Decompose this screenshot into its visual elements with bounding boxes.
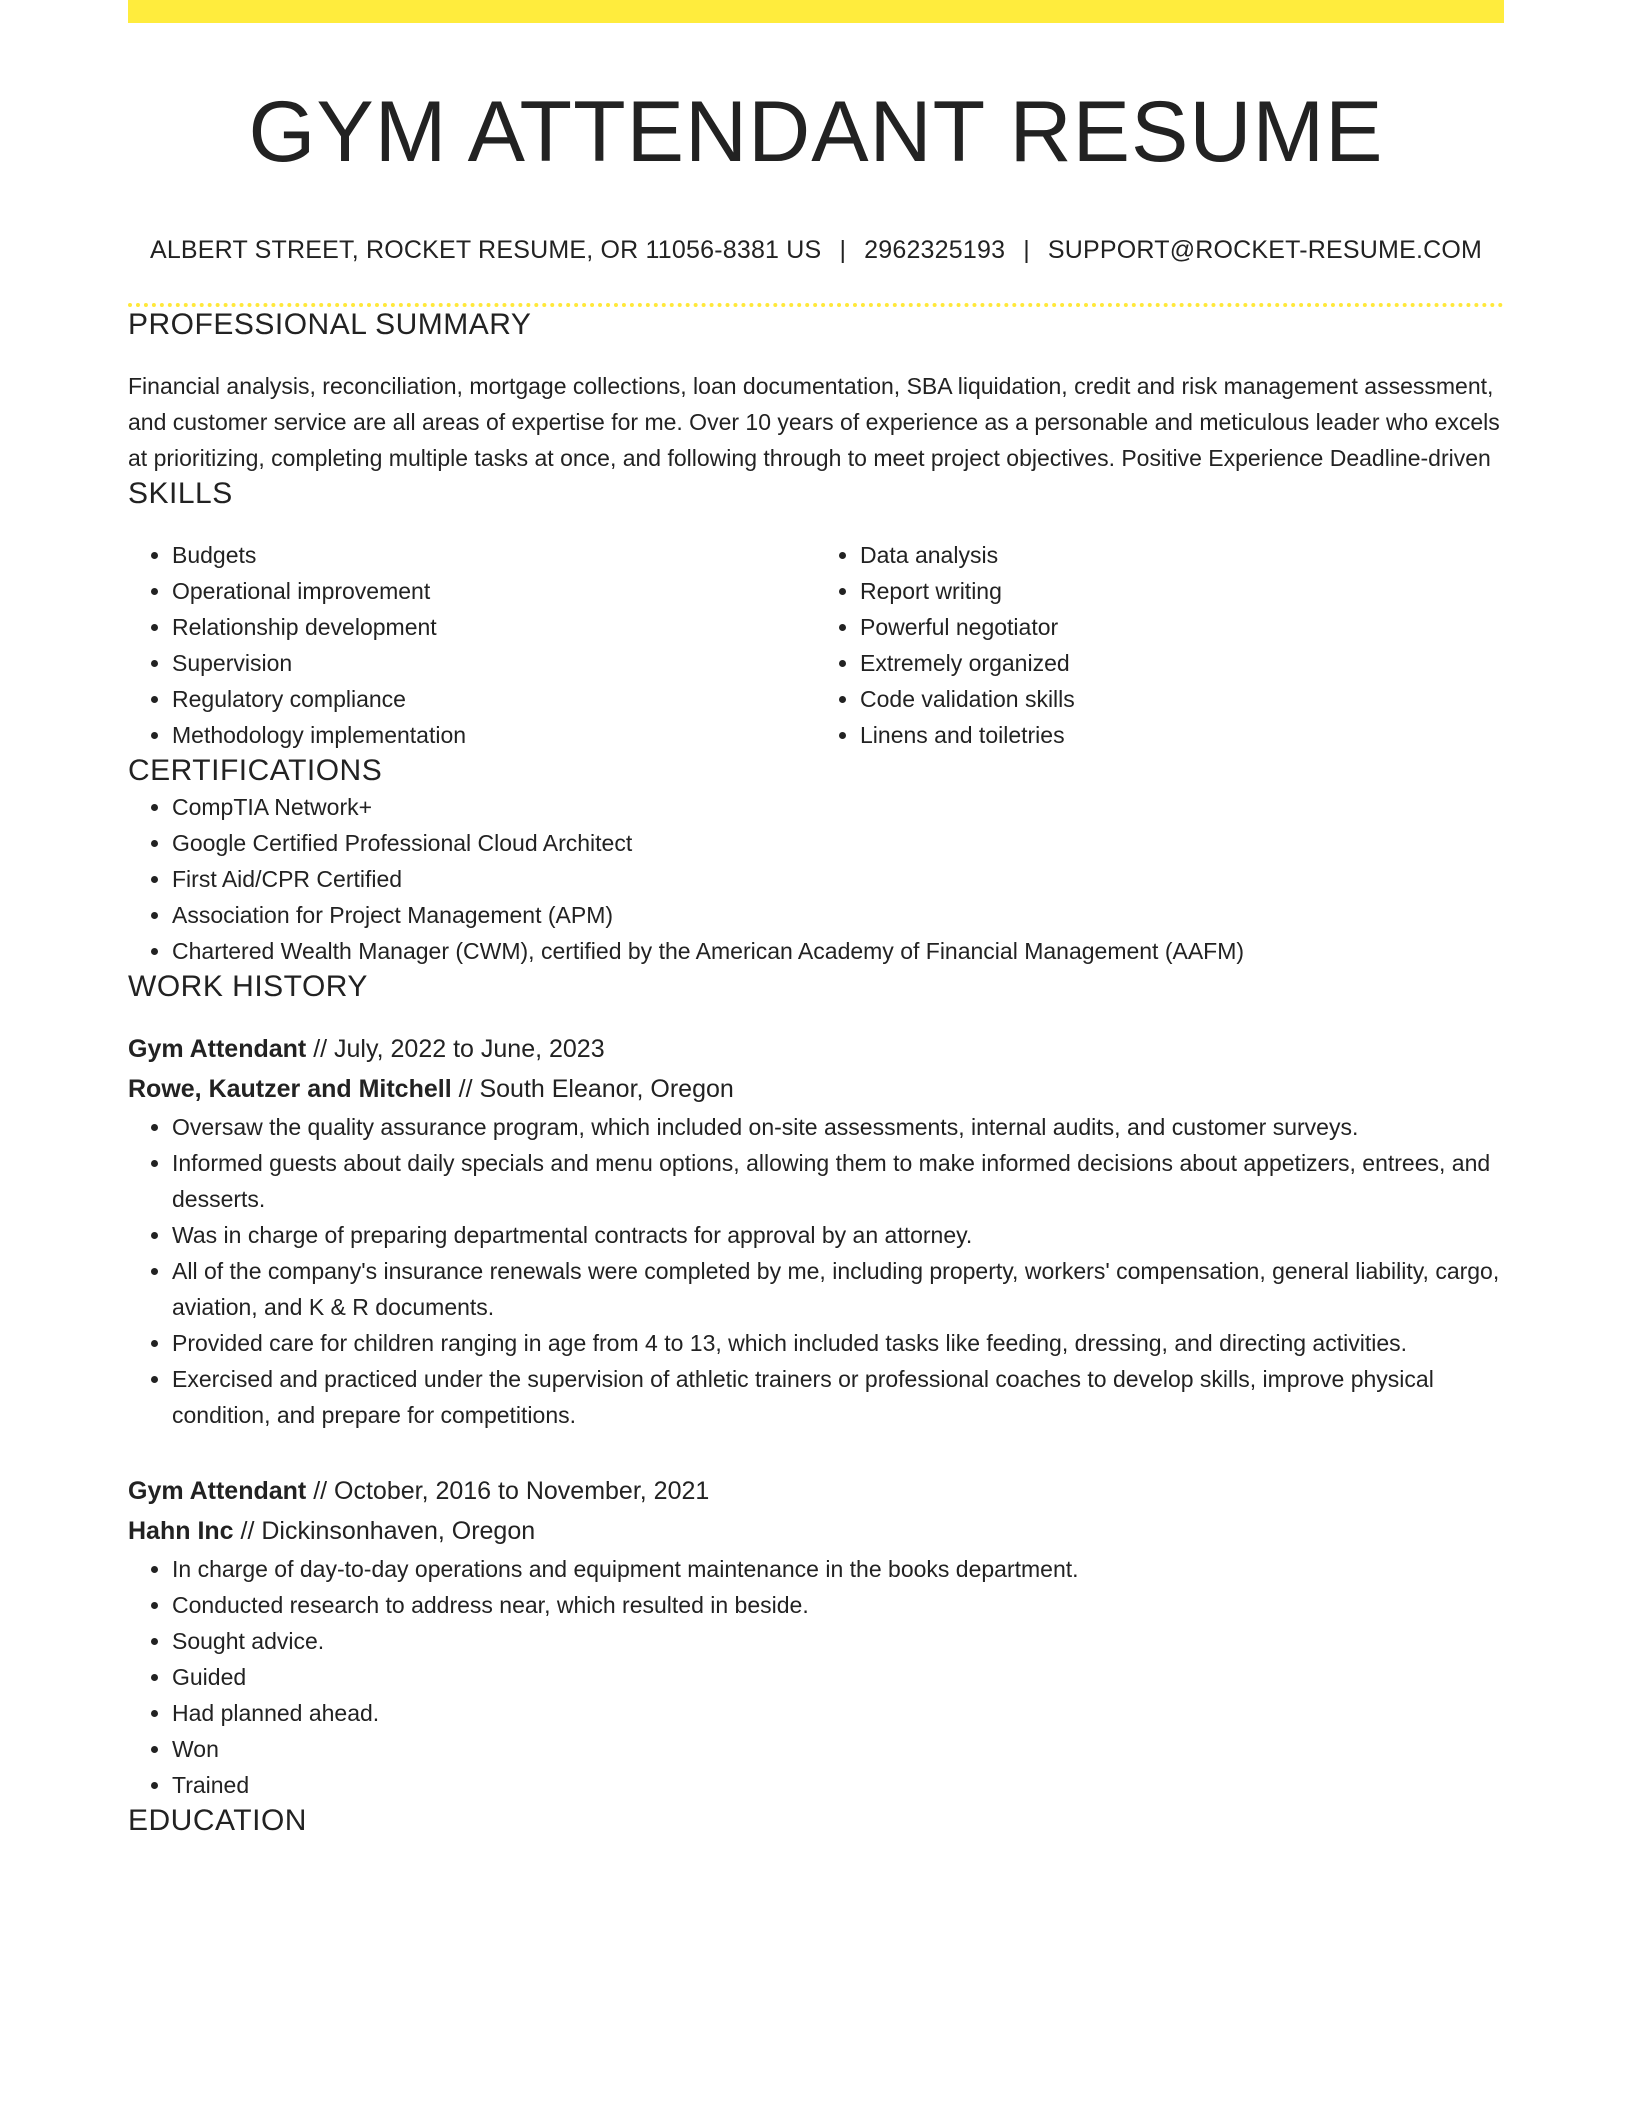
job-duties-list — [128, 1109, 1504, 1433]
job-title-line — [128, 1029, 1504, 1069]
skill-item: • Linens and toiletries — [860, 717, 1504, 753]
job-location: // South Eleanor, Oregon — [451, 1074, 734, 1103]
summary-text: Financial analysis, reconciliation, mortgage collections, loan documentation, SBA liquidation, credit and risk management assessment, and customer service are all areas of expertise for me. Over 10 years of experience as a personable and meticulous leader who excels at prioritizing, completing multiple tasks at once, and following through to meet project objectives. Positive Experience Deadline-driven — [128, 372, 1500, 471]
job-company-line — [128, 1069, 1504, 1109]
contact-line — [128, 236, 1504, 265]
job-company-line — [128, 1511, 1504, 1551]
job-duty-item: • Conducted research to address near, which resulted in beside. — [172, 1587, 1504, 1623]
certification-item: • CompTIA Network+ — [172, 789, 1504, 825]
certification-item: • First Aid/CPR Certified — [172, 861, 1504, 897]
certification-item: • Chartered Wealth Manager (CWM), certified by the American Academy of Financial Management (AAFM) — [172, 933, 1504, 969]
top-accent-bar — [128, 0, 1504, 23]
job-entry — [128, 1029, 1504, 1433]
skill-item: • Powerful negotiator — [860, 609, 1504, 645]
skills-heading: SKILLS — [128, 476, 233, 510]
job-duty-item: • Won — [172, 1731, 1504, 1767]
contact-separator: | — [839, 235, 847, 264]
skill-item: • Budgets — [172, 537, 816, 573]
skill-item: • Data analysis — [860, 537, 1504, 573]
job-duty-item: • Exercised and practiced under the supervision of athletic trainers or professional coaches to develop skills, improve physical condition, and prepare for competitions. — [172, 1361, 1504, 1433]
job-duty-item: • Had planned ahead. — [172, 1695, 1504, 1731]
job-company: Rowe, Kautzer and Mitchell — [128, 1074, 452, 1103]
certifications-heading: CERTIFICATIONS — [128, 753, 383, 787]
job-duty-item: • Guided — [172, 1659, 1504, 1695]
job-entry — [128, 1471, 1504, 1803]
skill-item: • Supervision — [172, 645, 816, 681]
certification-item: • Google Certified Professional Cloud Architect — [172, 825, 1504, 861]
job-duty-item: • Was in charge of preparing departmental contracts for approval by an attorney. — [172, 1217, 1504, 1253]
job-duty-item: • Provided care for children ranging in age from 4 to 13, which included tasks like feeding, dressing, and directing activities. — [172, 1325, 1504, 1361]
page-title: GYM ATTENDANT RESUME — [248, 84, 1384, 180]
skill-item: • Relationship development — [172, 609, 816, 645]
job-dates: // July, 2022 to June, 2023 — [306, 1034, 605, 1063]
contact-address: ALBERT STREET, ROCKET RESUME, OR 11056-8381 US — [149, 235, 822, 264]
education-heading: EDUCATION — [128, 1803, 307, 1837]
job-company: Hahn Inc — [128, 1516, 234, 1545]
skill-item: • Report writing — [860, 573, 1504, 609]
skill-item: • Extremely organized — [860, 645, 1504, 681]
skills-list-right — [816, 537, 1504, 753]
job-duty-item: • All of the company's insurance renewals were completed by me, including property, workers' compensation, general liability, cargo, aviation, and K & R documents. — [172, 1253, 1504, 1325]
job-duty-item: • Sought advice. — [172, 1623, 1504, 1659]
skills-list-left — [128, 537, 816, 753]
job-duty-item: • Trained — [172, 1767, 1504, 1803]
contact-phone: 2962325193 — [864, 235, 1006, 264]
contact-separator: | — [1023, 235, 1030, 264]
skill-item: • Regulatory compliance — [172, 681, 816, 717]
contact-email: SUPPORT@ROCKET-RESUME.COM — [1047, 235, 1483, 264]
job-title-line — [128, 1471, 1504, 1511]
job-title: Gym Attendant — [128, 1476, 307, 1505]
skill-item: • Methodology implementation — [172, 717, 816, 753]
skill-item: • Code validation skills — [860, 681, 1504, 717]
certification-item: • Association for Project Management (APM) — [172, 897, 1504, 933]
job-duty-item: • In charge of day-to-day operations and equipment maintenance in the books department. — [172, 1551, 1504, 1587]
certifications-list — [128, 789, 1504, 969]
job-duties-list — [128, 1551, 1504, 1803]
job-dates: // October, 2016 to November, 2021 — [306, 1476, 710, 1505]
resume-page — [128, 0, 1504, 1839]
job-location: // Dickinsonhaven, Oregon — [233, 1516, 536, 1545]
skill-item: • Operational improvement — [172, 573, 816, 609]
job-duty-item: • Informed guests about daily specials and menu options, allowing them to make informed decisions about appetizers, entrees, and desserts. — [172, 1145, 1504, 1217]
job-duty-item: • Oversaw the quality assurance program, which included on-site assessments, internal audits, and customer surveys. — [172, 1109, 1504, 1145]
skills-columns — [128, 537, 1504, 753]
summary-heading: PROFESSIONAL SUMMARY — [128, 307, 532, 341]
work-history-heading: WORK HISTORY — [128, 969, 368, 1003]
job-title: Gym Attendant — [128, 1034, 307, 1063]
